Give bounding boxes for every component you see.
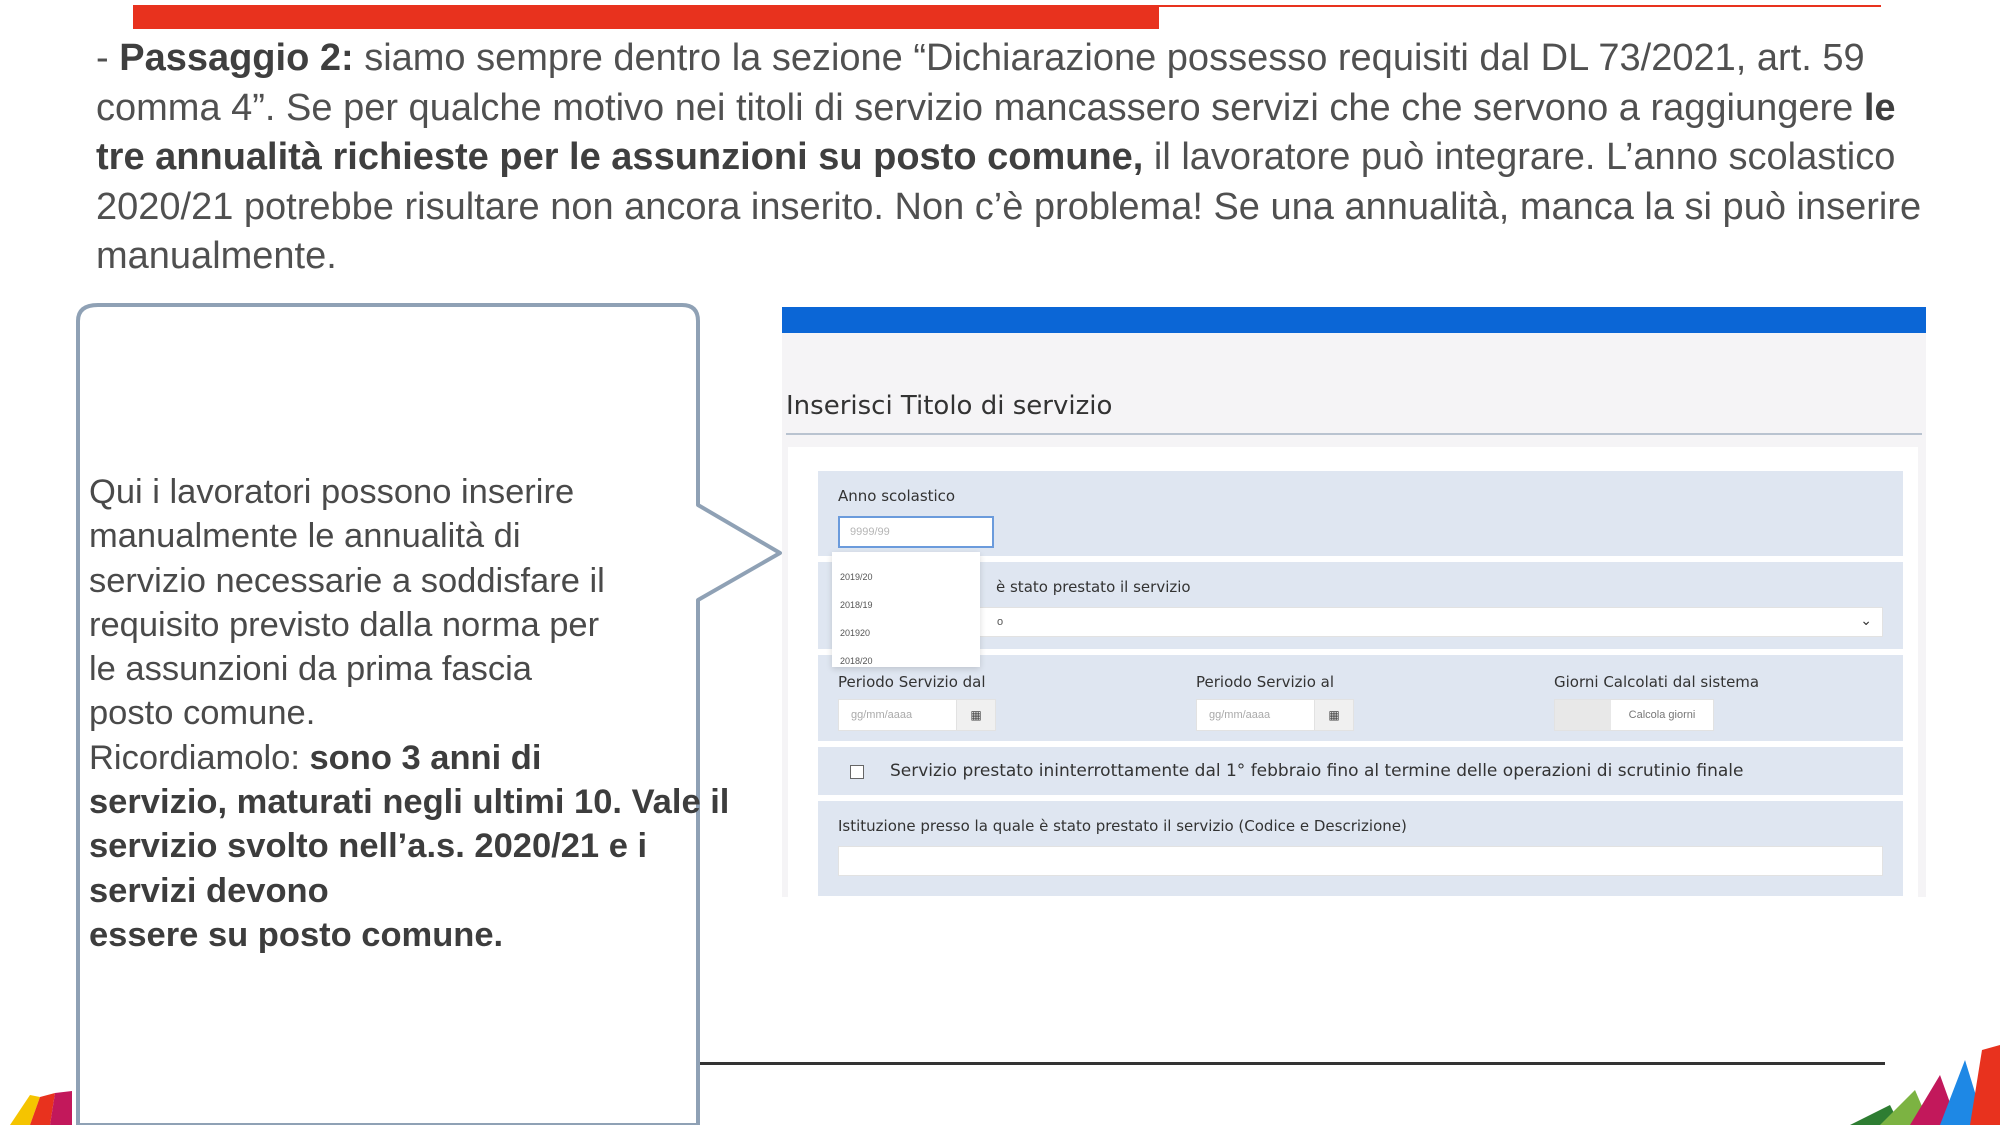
checkbox-label: Servizio prestato ininterrottamente dal 1° febbraio fino al termine delle operazioni di scrutinio finale: [890, 761, 1744, 781]
giorni-field: [1554, 699, 1714, 731]
footer-rule: [700, 1062, 1885, 1065]
form-title: Inserisci Titolo di servizio: [786, 391, 1113, 421]
calcola-giorni-button[interactable]: Calcola giorni: [1628, 709, 1696, 721]
reminder-bold: sono 3 anni di: [309, 738, 542, 777]
tipo-label: è stato prestato il servizio: [996, 578, 1191, 596]
al-label: Periodo Servizio al: [1196, 673, 1335, 691]
tipo-value: o: [997, 616, 1004, 628]
dropdown-option[interactable]: 2018/20: [840, 656, 873, 666]
tipo-select[interactable]: [838, 607, 1883, 637]
calendar-icon[interactable]: ▦: [1314, 700, 1353, 730]
istituzione-row: [818, 801, 1903, 896]
dropdown-option[interactable]: 2018/19: [840, 600, 873, 610]
intro-step: Passaggio 2:: [119, 37, 354, 79]
giorni-label: Giorni Calcolati dal sistema: [1554, 673, 1760, 691]
giorni-value: [1555, 700, 1611, 730]
calendar-icon[interactable]: ▦: [956, 700, 995, 730]
title-divider: [786, 433, 1922, 435]
callout-line: le assunzioni da prima fascia: [89, 650, 532, 689]
checkbox-row: [818, 747, 1903, 795]
form-screenshot: [782, 307, 1926, 897]
tipo-row: [818, 562, 1903, 649]
intro-lead: -: [96, 37, 120, 79]
callout-line: Qui i lavoratori possono inserire: [89, 473, 575, 511]
dropdown-option[interactable]: 2019/20: [840, 572, 873, 582]
callout-line: servizio necessarie a soddisfare il: [89, 561, 605, 600]
intro-bold: le tre annualità richieste per le assunzioni su posto comune,: [96, 86, 1896, 178]
corner-stripes-right: [1840, 1020, 2000, 1125]
continuous-service-checkbox[interactable]: [850, 765, 864, 779]
dal-placeholder: gg/mm/aaaa: [851, 709, 913, 721]
callout-line: requisito previsto dalla norma per: [89, 605, 600, 644]
dal-label: Periodo Servizio dal: [838, 673, 986, 691]
anno-placeholder: 9999/99: [850, 526, 890, 538]
intro-text-b: il lavoratore può integrare. L’anno scolastico 2020/21 potrebbe risultare non ancora inserito. Non c’è problema! Se una annualità, manca la si può inserire manualmente.: [96, 136, 1922, 277]
al-placeholder: gg/mm/aaaa: [1209, 709, 1271, 721]
reminder-bold: servizio, maturati negli ultimi 10. Vale il: [89, 783, 730, 822]
anno-row: [818, 471, 1903, 556]
istituzione-input[interactable]: [838, 846, 1883, 876]
form-panel: [788, 447, 1918, 897]
app-header-bar: [782, 307, 1926, 333]
reminder-bold: servizi devono: [89, 871, 329, 910]
anno-dropdown: [832, 552, 980, 667]
anno-label: Anno scolastico: [838, 487, 956, 505]
callout-reminder: [89, 736, 779, 780]
reminder-bold: servizio svolto nell’a.s. 2020/21 e i: [89, 827, 648, 866]
anno-input[interactable]: [838, 516, 994, 548]
reminder-label: Ricordiamolo:: [89, 738, 310, 777]
al-date-input[interactable]: [1196, 699, 1354, 731]
dal-date-input[interactable]: [838, 699, 996, 731]
periodo-row: [818, 655, 1903, 741]
callout-line: manualmente le annualità di: [89, 517, 521, 556]
callout-line: posto comune.: [89, 694, 316, 733]
chevron-down-icon: ⌄: [1860, 612, 1872, 628]
istituzione-label: Istituzione presso la quale è stato prestato il servizio (Codice e Descrizione): [838, 817, 1407, 835]
corner-stripes-left: [0, 1075, 90, 1125]
callout-text: [89, 470, 779, 957]
reminder-bold: essere su posto comune.: [89, 915, 504, 954]
dropdown-option[interactable]: 201920: [840, 628, 871, 638]
intro-text-a: siamo sempre dentro la sezione “Dichiarazione possesso requisiti dal DL 73/2021, art. 59 comma 4”. Se per qualche motivo nei titoli di servizio mancassero servizi che che servono a raggiungere: [96, 37, 1865, 129]
